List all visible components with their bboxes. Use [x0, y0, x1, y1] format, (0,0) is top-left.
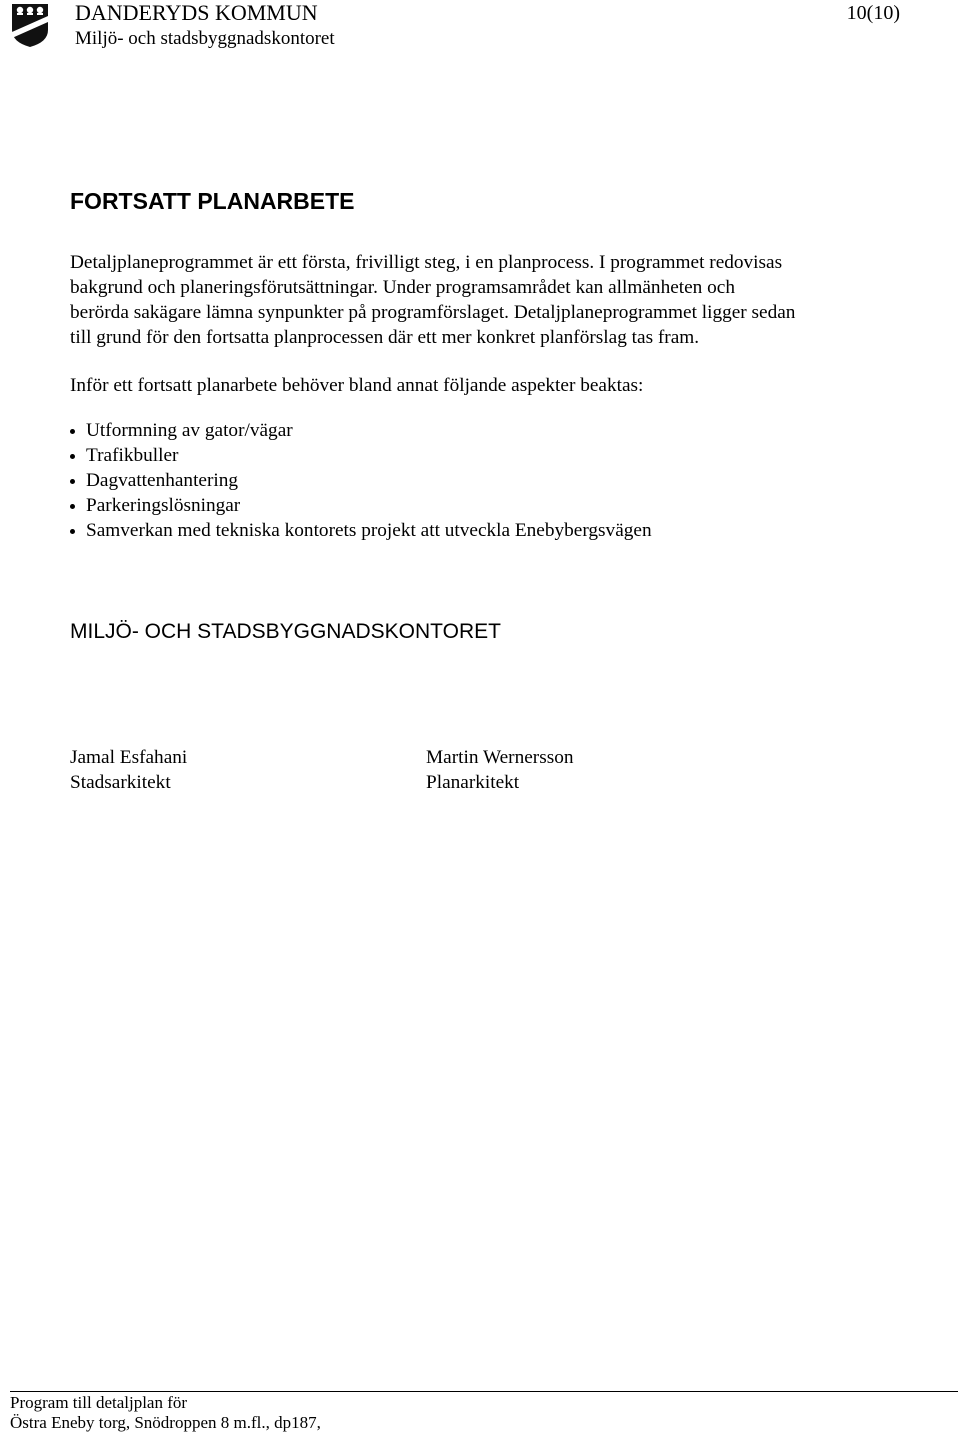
- footer-line: Program till detaljplan för: [10, 1393, 188, 1412]
- bullet-icon: [70, 529, 75, 534]
- section-heading: FORTSATT PLANARBETE: [70, 188, 355, 214]
- list-item-text: Dagvattenhantering: [86, 470, 239, 491]
- list-item-text: Samverkan med tekniska kontorets projekt att utveckla Enebybergsvägen: [86, 520, 652, 541]
- signatory-title: Planarkitekt: [426, 772, 520, 793]
- signatory-name: Martin Wernersson: [426, 747, 574, 768]
- list-item: [70, 518, 652, 543]
- aspects-list: [70, 418, 652, 543]
- aspects-intro-paragraph: Inför ett fortsatt planarbete behöver bland annat följande aspekter beaktas:: [70, 375, 644, 396]
- signature-block-left: [70, 745, 187, 795]
- bullet-icon: [70, 479, 75, 484]
- paragraph-line: berörda sakägare lämna synpunkter på programförslaget. Detaljplaneprogrammet ligger sedan: [70, 302, 796, 323]
- list-item: [70, 468, 652, 493]
- list-item-text: Utformning av gator/vägar: [86, 420, 293, 441]
- list-item: [70, 418, 652, 443]
- signatory-title: Stadsarkitekt: [70, 772, 171, 793]
- bullet-icon: [70, 429, 75, 434]
- organization-name: DANDERYDS KOMMUN: [75, 0, 318, 25]
- page-number: 10(10): [846, 2, 900, 24]
- footer: [10, 1393, 321, 1433]
- paragraph-line: bakgrund och planeringsförutsättningar. Under programsamrådet kan allmänheten och: [70, 277, 735, 298]
- department-name: Miljö- och stadsbyggnadskontoret: [75, 28, 335, 49]
- list-item: [70, 443, 652, 468]
- intro-paragraph: [70, 250, 930, 350]
- municipal-coat-of-arms-icon: [10, 2, 50, 48]
- paragraph-line: till grund för den fortsatta planprocessen där ett mer konkret planförslag tas fram.: [70, 327, 700, 348]
- signatory-name: Jamal Esfahani: [70, 747, 188, 768]
- footer-divider: [10, 1391, 958, 1392]
- list-item-text: Parkeringslösningar: [86, 495, 241, 516]
- paragraph-line: Detaljplaneprogrammet är ett första, frivilligt steg, i en planprocess. I programmet redovisas: [70, 252, 783, 273]
- bullet-icon: [70, 454, 75, 459]
- office-name: MILJÖ- OCH STADSBYGGNADSKONTORET: [70, 620, 501, 643]
- bullet-icon: [70, 504, 75, 509]
- signature-block-right: [426, 745, 574, 795]
- footer-line: Östra Eneby torg, Snödroppen 8 m.fl., dp187,: [10, 1413, 321, 1432]
- list-item: [70, 493, 652, 518]
- list-item-text: Trafikbuller: [86, 445, 179, 466]
